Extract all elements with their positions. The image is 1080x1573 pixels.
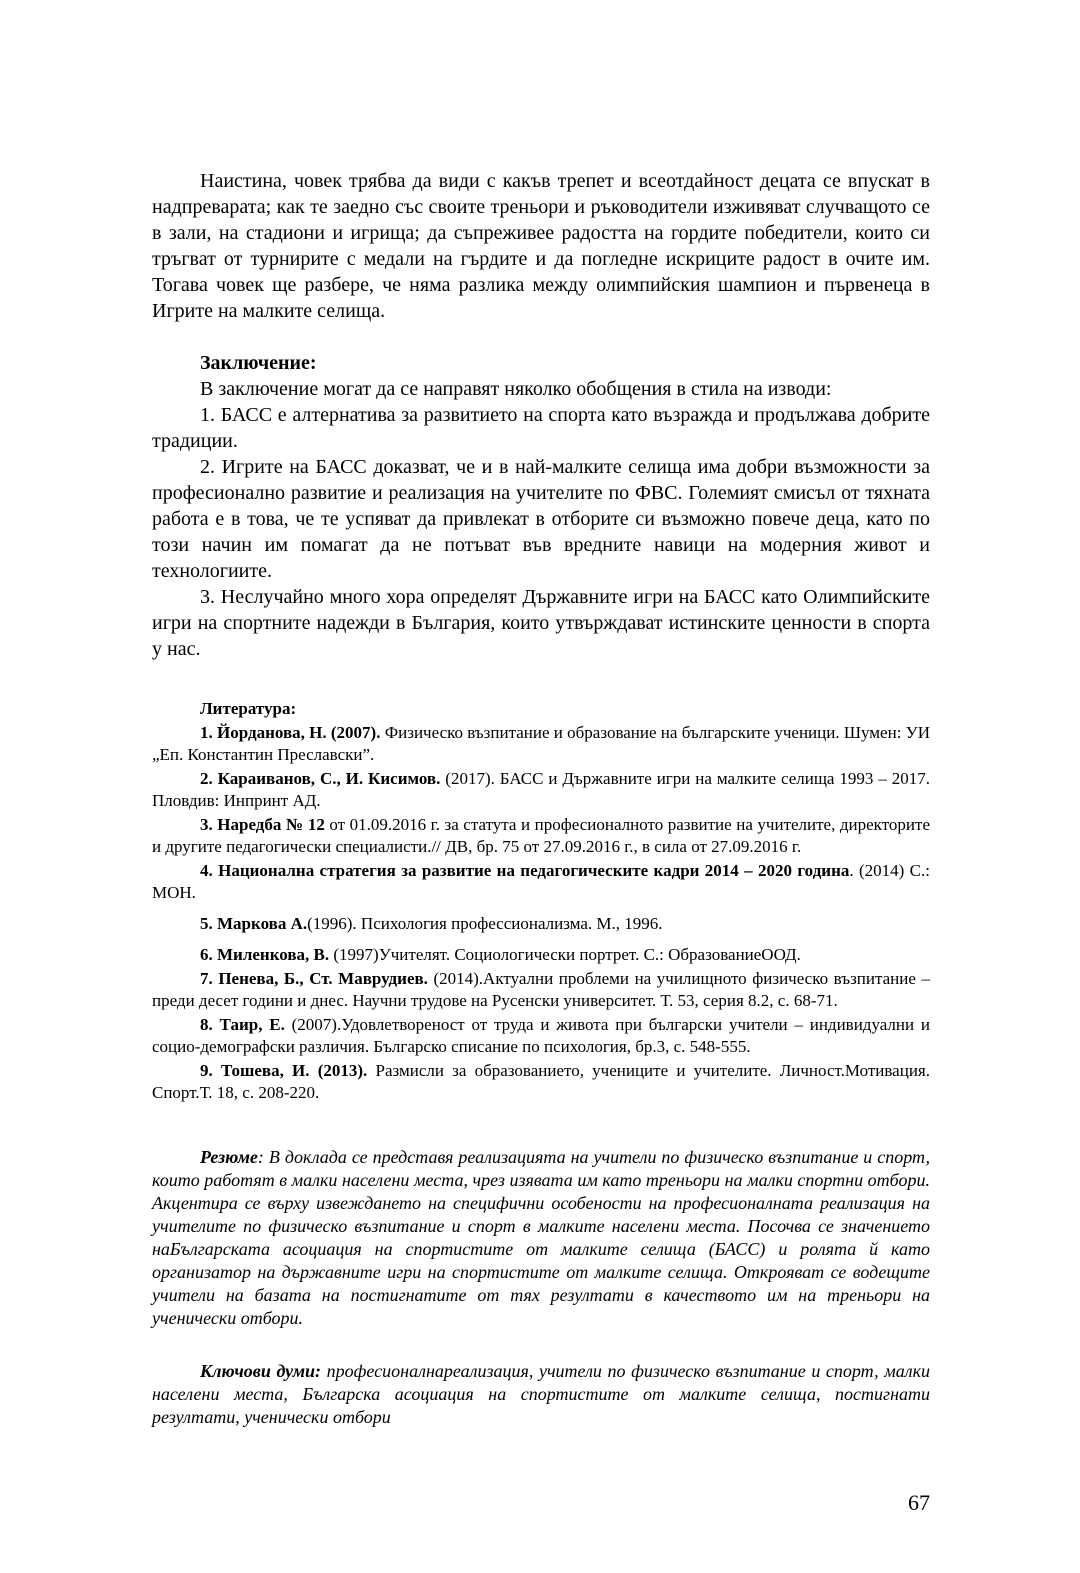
reference-item-7 xyxy=(152,968,930,1012)
reference-item-9 xyxy=(152,1060,930,1104)
resume-label: Резюме xyxy=(200,1147,258,1167)
reference-4-authors: 4. Национална стратегия за развитие на педагогическите кадри 2014 – 2020 година xyxy=(200,861,850,880)
reference-8-text: (2007).Удовлетвореност от труда и живота при български учители – индивидуални и социо-демографски различия. Българско списание по психология, бр.3, с. 548-555. xyxy=(152,1015,930,1056)
reference-9-authors: 9. Тошева, И. (2013). xyxy=(200,1061,368,1080)
reference-4-text: . (2014) С.: МОН. xyxy=(152,861,930,902)
reference-5-text: (1996). Психология профессионализма. М., 1996. xyxy=(307,914,663,933)
conclusion-lead: В заключение могат да се направят няколко обобщения в стила на изводи: xyxy=(200,378,832,400)
reference-7-authors: 7. Пенева, Б., Ст. Маврудиев. xyxy=(200,969,428,988)
conclusion-item-1: 1. БАСС е алтернатива за развитието на спорта като възражда и продължава добрите традиции. xyxy=(152,404,930,452)
reference-6-authors: 6. Миленкова, В. xyxy=(200,945,330,964)
conclusion-heading: Заключение: xyxy=(200,352,317,374)
reference-6-text: (1997)Учителят. Социологически портрет. С.: ОбразованиеООД. xyxy=(329,945,801,964)
reference-5-authors: 5. Маркова А. xyxy=(200,914,308,933)
reference-item-4 xyxy=(152,860,930,904)
page-number: 67 xyxy=(908,1490,930,1515)
keywords-label: Ключови думи: xyxy=(200,1361,322,1381)
conclusion-item-2: 2. Игрите на БАСС доказват, че и в най-малките селища има добри възможности за професионално развитие и реализация на учителите по ФВС. Големият смисъл от тяхната работа е в това, че те успяват да привлекат в отборите си възможно повече деца, като по този начин им помагат да не потъват във вредните навици на модерния живот и технологиите. xyxy=(152,456,930,582)
reference-item-5 xyxy=(152,913,930,935)
reference-item-1 xyxy=(152,722,930,766)
reference-3-authors: 3. Наредба № 12 xyxy=(200,815,325,834)
resume-text: : В доклада се представя реализацията на учители по физическо възпитание и спорт, които работят в малки населени места, чрез изявата им като треньори на малки спортни отбори. Акцентира се върху извеждането на специфични особености на професионалната реализация на учителите по физическо възпитание и спорт в малките населени места. Посочва се значението наБългарската асоциация на спортистите от малките селища (БАСС) и ролята й като организатор на държавните игри на спортистите от малките селища. Открояват се водещите учители на базата на постигнатите от тях резултати в качеството им на треньори на ученически отбори. xyxy=(152,1147,930,1328)
reference-item-3 xyxy=(152,814,930,858)
reference-2-authors: 2. Караиванов, С., И. Кисимов. xyxy=(200,769,441,788)
reference-1-text: Физическо възпитание и образование на българските ученици. Шумен: УИ „Еп. Константин Преславски”. xyxy=(152,723,930,764)
keywords-paragraph xyxy=(152,1360,930,1429)
reference-item-8 xyxy=(152,1014,930,1058)
reference-item-6 xyxy=(152,944,930,966)
reference-2-text: (2017). БАСС и Държавните игри на малките селища 1993 – 2017. Пловдив: Инпринт АД. xyxy=(152,769,930,810)
reference-9-text: Размисли за образованието, учениците и учителите. Личност.Мотивация. Спорт.Т. 18, с. 208-220. xyxy=(152,1061,930,1102)
reference-8-authors: 8. Таир, Е. xyxy=(200,1015,285,1034)
keywords-text: професионалнареализация, учители по физическо възпитание и спорт, малки населени места, Българска асоциация на спортистите от малките селища, постигнати резултати, ученически отбори xyxy=(152,1361,930,1427)
reference-1-authors: 1. Йорданова, Н. (2007). xyxy=(200,723,381,742)
reference-3-text: от 01.09.2016 г. за статута и професионалното развитие на учителите, директорите и другите педагогически специалисти.// ДВ, бр. 75 от 27.09.2016 г., в сила от 27.09.2016 г. xyxy=(152,815,930,856)
reference-item-2 xyxy=(152,768,930,812)
reference-7-text: (2014).Актуални проблеми на училищното физическо възпитание – преди десет години и днес. Научни трудове на Русенски университет. Т. 53, серия 8.2, с. 68-71. xyxy=(152,969,930,1010)
resume-paragraph xyxy=(152,1146,930,1330)
conclusion-item-3: 3. Неслучайно много хора определят Държавните игри на БАСС като Олимпийските игри на спортните надежди в България, които утвърждават истинските ценности в спорта у нас. xyxy=(152,586,930,660)
literature-heading: Литература: xyxy=(200,699,297,718)
intro-paragraph: Наистина, човек трябва да види с какъв трепет и всеотдайност децата се впускат в надпреварата; как те заедно със своите треньори и ръководители изживяват случващото се в зали, на стадиони и игрища; да съпреживее радостта на гордите победители, които си тръгват от турнирите с медали на гърдите и да погледне искриците радост в очите им. Тогава човек ще разбере, че няма разлика между олимпийския шампион и първенеца в Игрите на малките селища. xyxy=(152,170,930,322)
